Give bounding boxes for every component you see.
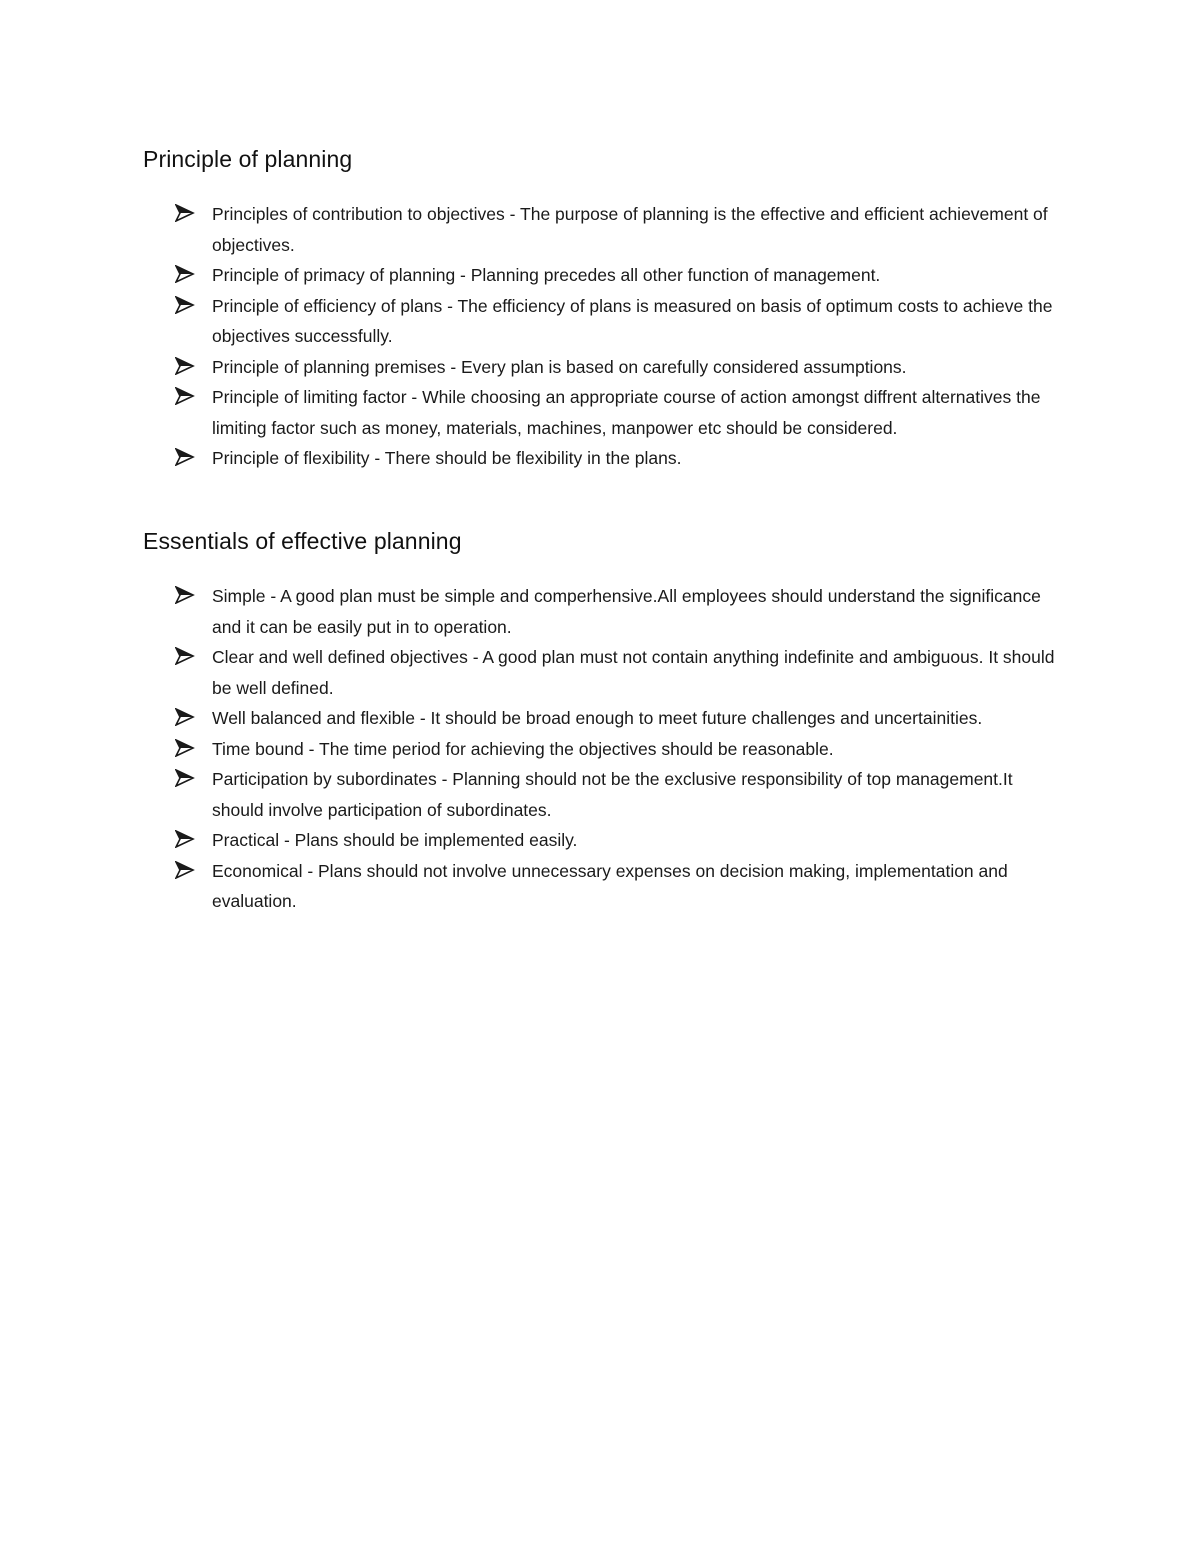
arrowhead-bullet-icon [175, 357, 195, 375]
list-item-text: Time bound - The time period for achieving the objectives should be reasonable. [212, 738, 834, 759]
section-heading: Essentials of effective planning [143, 528, 462, 554]
section-principle-of-planning [143, 143, 1063, 474]
bullet-list [143, 581, 1063, 917]
list-item [143, 856, 1063, 917]
list-item-text: Principle of planning premises - Every plan is based on carefully considered assumptions. [212, 356, 907, 377]
arrowhead-bullet-icon [175, 861, 195, 879]
section-essentials-of-effective-planning [143, 525, 1063, 917]
list-item-text: Principle of flexibility - There should be flexibility in the plans. [212, 448, 682, 468]
list-item-text: Clear and well defined objectives - A good plan must not contain anything indefinite and ambiguous. It should be well defined. [212, 647, 1055, 698]
list-item [143, 642, 1063, 703]
list-item-text: Simple - A good plan must be simple and comperhensive.All employees should understand the significance and it can be easily put in to operation. [212, 586, 1041, 637]
list-item-text: Practical - Plans should be implemented easily. [212, 830, 578, 850]
arrowhead-bullet-icon [175, 387, 195, 405]
arrowhead-bullet-icon [175, 830, 195, 848]
list-item [143, 764, 1063, 825]
list-item [143, 703, 1063, 734]
list-item-text: Well balanced and flexible - It should be broad enough to meet future challenges and uncertainities. [212, 708, 983, 728]
arrowhead-bullet-icon [175, 448, 195, 466]
arrowhead-bullet-icon [175, 769, 195, 787]
list-item-text: Principles of contribution to objectives - The purpose of planning is the effective and efficient achievement of objectives. [212, 204, 1048, 255]
arrowhead-bullet-icon [175, 708, 195, 726]
list-item [143, 291, 1063, 352]
list-item [143, 443, 1063, 474]
list-item [143, 382, 1063, 443]
list-item [143, 734, 1063, 765]
list-item [143, 352, 1063, 383]
arrowhead-bullet-icon [175, 296, 195, 314]
bullet-list [143, 199, 1063, 474]
list-item-text: Principle of efficiency of plans - The efficiency of plans is measured on basis of optimum costs to achieve the objectives successfully. [212, 295, 1053, 346]
arrowhead-bullet-icon [175, 647, 195, 665]
list-item-text: Principle of limiting factor - While choosing an appropriate course of action amongst diffrent alternatives the limiting factor such as money, materials, machines, manpower etc should be considered. [212, 387, 1041, 438]
list-item [143, 260, 1063, 291]
arrowhead-bullet-icon [175, 265, 195, 283]
list-item [143, 199, 1063, 260]
arrowhead-bullet-icon [175, 739, 195, 757]
section-heading: Principle of planning [143, 146, 353, 172]
list-item [143, 581, 1063, 642]
list-item [143, 825, 1063, 856]
list-item-text: Participation by subordinates - Planning should not be the exclusive responsibility of top management.It should involve participation of subordinates. [212, 769, 1013, 820]
arrowhead-bullet-icon [175, 204, 195, 222]
list-item-text: Principle of primacy of planning - Planning precedes all other function of management. [212, 265, 881, 285]
arrowhead-bullet-icon [175, 586, 195, 604]
list-item-text: Economical - Plans should not involve unnecessary expenses on decision making, implementation and evaluation. [212, 860, 1008, 911]
